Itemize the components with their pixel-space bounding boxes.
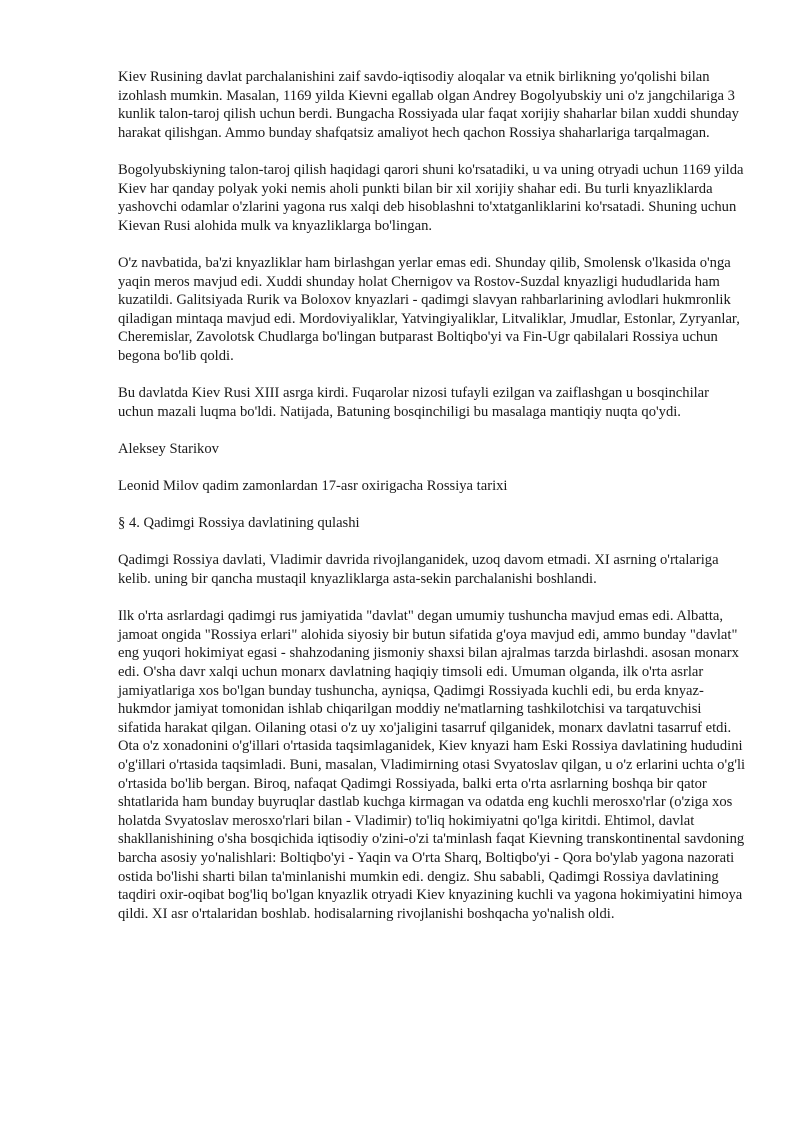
paragraph-xiii-century: Bu davlatda Kiev Rusi XIII asrga kirdi. Fuqarolar nizosi tufayli ezilgan va zaiflashgan u bosqinchilar uchun mazali luqma bo'ldi. Natijada, Batuning bosqinchiligi bu masalaga mantiqiy nuqta qo'ydi. xyxy=(118,385,710,420)
paragraph-state-concept: Ilk o'rta asrlardagi qadimgi rus jamiyatida "davlat" degan umumiy tushuncha mavjud emas edi. Albatta, jamoat ongida "Rossiya erlari" alohida siyosiy bir butun sifatida g'oya mavjud edi, ammo bunday "davlat" eng yuqori hokimiyat egasi - shahzodaning jismoniy shaxsi bilan ajralmas tarzda birlashdi. asosan monarx edi. O'sha davr xalqi uchun monarx davlatning haqiqiy timsoli edi. Umuman olganda, ilk o'rta asrlar jamiyatlariga xos bo'lgan bunday tushuncha, ayniqsa, Qadimgi Rossiyada kuchli edi, bu erda knyaz-hukmdor jamiyat tomonidan ishlab chiqarilgan moddiy ne'matlarning tashkilotchisi va tarqatuvchisi sifatida harakat qilgan. Oilaning otasi o'z uy xo'jaligini tasarruf qilganidek, monarx davlatni tasarruf etdi. Ota o'z xonadonini o'g'illari o'rtasida taqsimlaganidek, Kiev knyazi ham Eski Rossiya davlatining hududini o'g'illari o'rtasida taqsimladi. Buni, masalan, Vladimirning otasi Svyatoslav qilgan, u o'z erlarini uchta o'g'li o'rtasida bo'lib bergan. Biroq, nafaqat Qadimgi Rossiyada, balki erta o'rta asrlarning boshqa bir qator shtatlarida ham bunday buyruqlar dastlab kuchga kirmagan va odatda eng kuchli merosxo'rlar (o'ziga xos holatda Svyatoslav merosxo'rlari bilan - Vladimir) to'liq hokimiyatni qo'lga kiritdi. Ehtimol, davlat shakllanishining o'sha bosqichida iqtisodiy o'zini-o'zi ta'minlash faqat Kievning transkontinental savdoning barcha asosiy yo'nalishlari: Boltiqbo'yi - Yaqin va O'rta Sharq, Boltiqbo'yi - Qora bo'ylab yagona nazorati ostida bo'lishi sharti bilan ta'minlanishi mumkin edi. dengiz. Shu sababli, Qadimgi Rossiya davlatining taqdiri oxir-oqibat bog'liq bo'lgan knyazlik otryadi Kiev knyazining kuchli va yagona hokimiyatini himoya qildi. XI asr o'rtalaridan boshlab. hodisalarning rivojlanishi boshqacha yo'nalish oldi. xyxy=(118,608,746,922)
paragraph-kiev-rus-fragmentation: Kiev Rusining davlat parchalanishini zaif savdo-iqtisodiy aloqalar va etnik birlikning yo'qolishi bilan izohlash mumkin. Masalan, 1169 yilda Kievni egallab olgan Andrey Bogolyubskiy uni o'z jangchilariga 3 kunlik talon-taroj qilish uchun berdi. Bungacha Rossiyada ular faqat xorijiy shaharlar bilan xuddi shunday harakat qilishgan. Ammo bunday shafqatsiz amaliyot hech qachon Rossiya shaharlariga tarqalmagan. xyxy=(118,69,739,141)
paragraph-bogolyubsky-decision: Bogolyubskiyning talon-taroj qilish haqidagi qarori shuni ko'rsatadiki, u va uning otryadi uchun 1169 yilda Kiev har qanday polyak yoki nemis aholi punkti bilan bir xil xorijiy shahar edi. Bu turli knyazliklarda yashovchi odamlar o'zlarini yagona rus xalqi deb hisoblashni to'xtatganliklarini ko'rsatadi. Shuning uchun Kievan Rusi alohida mulk va knyazliklarga bo'lingan. xyxy=(118,161,744,234)
author-name: Aleksey Starikov xyxy=(118,440,219,457)
paragraph-state-decline: Qadimgi Rossiya davlati, Vladimir davrida rivojlanganidek, uzoq davom etmadi. XI asrning o'rtalariga kelib. uning bir qancha mustaqil knyazliklarga asta-sekin parchalanishi boshlandi. xyxy=(118,552,719,588)
section-heading: § 4. Qadimgi Rossiya davlatining qulashi xyxy=(118,515,360,532)
document-page xyxy=(118,68,748,942)
paragraph-principalities: O'z navbatida, ba'zi knyazliklar ham birlashgan yerlar emas edi. Shunday qilib, Smolensk o'lkasida o'nga yaqin meros mavjud edi. Xuddi shunday holat Chernigov va Rostov-Suzdal knyazligi hududlarida ham kuzatildi. Galitsiyada Rurik va Boloxov knyazlari - qadimgi slavyan rahbarlarining avlodlari hukmronlik qiladigan mintaqa mavjud edi. Mordoviyaliklar, Yatvingiyaliklar, Litvaliklar, Jmudlar, Estonlar, Zyryanlar, Cheremislar, Zavolotsk Chudlarga bo'lingan butparast Boltiqbo'yi va Fin-Ugr qabilalari Rossiya uchun begona bo'lib qoldi. xyxy=(118,254,740,364)
source-title: Leonid Milov qadim zamonlardan 17-asr oxirigacha Rossiya tarixi xyxy=(118,478,508,495)
